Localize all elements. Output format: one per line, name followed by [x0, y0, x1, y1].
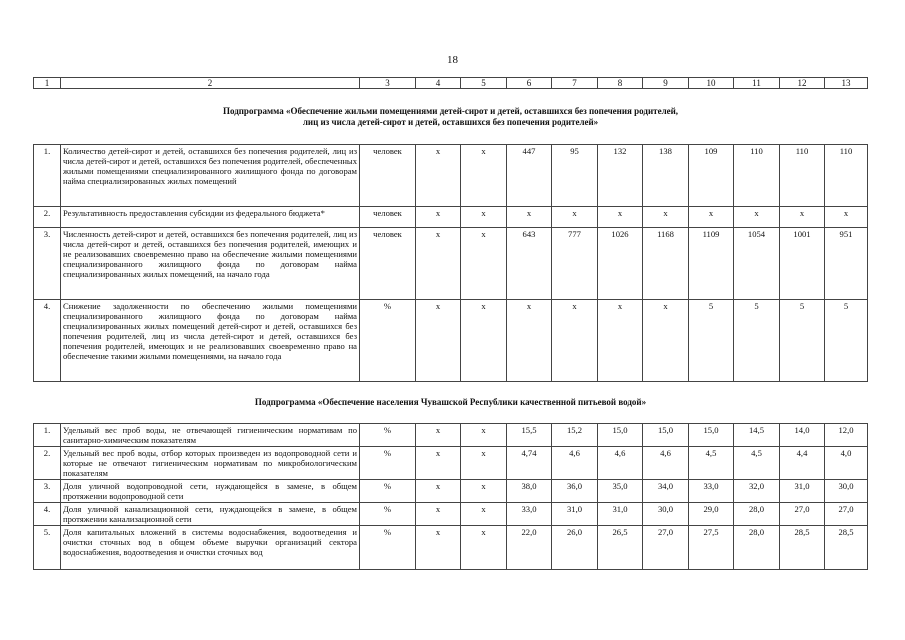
row-number: 1.: [34, 424, 61, 447]
table-row: [34, 207, 868, 228]
value-cell: 27,0: [780, 503, 825, 526]
section-title-line2: лиц из числа детей-сирот и детей, оставшихся без попечения родителей»: [302, 116, 599, 127]
value-cell: x: [734, 207, 780, 228]
value-cell: x: [461, 424, 507, 447]
row-number: 4.: [34, 503, 61, 526]
column-number: 10: [689, 78, 734, 89]
value-cell: 110: [780, 145, 825, 207]
value-cell: 15,5: [507, 424, 552, 447]
indicator-name: Удельный вес проб воды, не отвечающей гигиеническим нормативам по санитарно-химическим показателям: [61, 424, 360, 447]
value-cell: x: [416, 207, 461, 228]
value-cell: x: [461, 228, 507, 300]
value-cell: 4,5: [734, 447, 780, 480]
value-cell: 34,0: [643, 480, 689, 503]
indicator-name: Снижение задолженности по обеспечению жилыми помещениями специализированного жилищного фонда по договорам найма специализированных жилых помещений детей-сирот и детей, оставшихся без попечения родителей, лиц из числа детей-сирот и детей, оставшихся без попечения родителей, имеющих и не реализовавших своевременно право на обеспечение такими жилыми помещениями, на начало года: [61, 300, 360, 382]
value-cell: 38,0: [507, 480, 552, 503]
column-number: 9: [643, 78, 689, 89]
row-number: 3.: [34, 228, 61, 300]
value-cell: x: [552, 300, 598, 382]
value-cell: x: [780, 207, 825, 228]
value-cell: 447: [507, 145, 552, 207]
table-row: [34, 424, 868, 447]
unit-cell: %: [360, 526, 416, 570]
value-cell: 1109: [689, 228, 734, 300]
table-row: [34, 300, 868, 382]
value-cell: x: [416, 424, 461, 447]
indicator-name: Результативность предоставления субсидии из федерального бюджета*: [61, 207, 360, 228]
value-cell: 95: [552, 145, 598, 207]
section-title: Подпрограмма «Обеспечение населения Чувашской Республики качественной питьевой водой»: [254, 397, 647, 407]
value-cell: 33,0: [689, 480, 734, 503]
unit-cell: %: [360, 480, 416, 503]
row-number: 2.: [34, 207, 61, 228]
value-cell: 27,0: [825, 503, 868, 526]
row-number: 4.: [34, 300, 61, 382]
unit-cell: человек: [360, 145, 416, 207]
value-cell: 4,6: [552, 447, 598, 480]
table-row: [34, 526, 868, 570]
value-cell: x: [507, 300, 552, 382]
value-cell: 31,0: [598, 503, 643, 526]
value-cell: x: [689, 207, 734, 228]
value-cell: x: [416, 228, 461, 300]
value-cell: x: [507, 207, 552, 228]
column-number: 3: [360, 78, 416, 89]
value-cell: x: [461, 526, 507, 570]
row-number: 5.: [34, 526, 61, 570]
unit-cell: %: [360, 300, 416, 382]
value-cell: 132: [598, 145, 643, 207]
value-cell: 4,0: [825, 447, 868, 480]
section-title: Подпрограмма «Обеспечение жильми помещениями детей-сирот и детей, оставшихся без попечения родителей,: [222, 105, 679, 116]
value-cell: 1001: [780, 228, 825, 300]
value-cell: 643: [507, 228, 552, 300]
value-cell: 31,0: [780, 480, 825, 503]
value-cell: 5: [689, 300, 734, 382]
value-cell: 1168: [643, 228, 689, 300]
unit-cell: человек: [360, 228, 416, 300]
value-cell: 32,0: [734, 480, 780, 503]
row-number: 1.: [34, 145, 61, 207]
value-cell: 5: [734, 300, 780, 382]
column-number: 13: [825, 78, 868, 89]
value-cell: x: [416, 447, 461, 480]
page-number: 18: [447, 54, 458, 66]
column-number: 12: [780, 78, 825, 89]
value-cell: 22,0: [507, 526, 552, 570]
value-cell: x: [643, 207, 689, 228]
value-cell: 951: [825, 228, 868, 300]
value-cell: x: [416, 480, 461, 503]
value-cell: 4,4: [780, 447, 825, 480]
row-number: 2.: [34, 447, 61, 480]
value-cell: x: [552, 207, 598, 228]
section-header-row: [34, 89, 868, 145]
value-cell: x: [461, 447, 507, 480]
value-cell: x: [461, 207, 507, 228]
indicator-name: Доля капитальных вложений в системы водоснабжения, водоотведения и очистки сточных вод в общем объеме выручки организаций сектора водоснабжения, водоотведения и очистки сточных вод: [61, 526, 360, 570]
table-row: [34, 228, 868, 300]
value-cell: 1026: [598, 228, 643, 300]
value-cell: 26,5: [598, 526, 643, 570]
value-cell: 28,5: [780, 526, 825, 570]
column-number: 7: [552, 78, 598, 89]
column-number: 8: [598, 78, 643, 89]
indicator-name: Количество детей-сирот и детей, оставшихся без попечения родителей, лиц из числа детей-сирот и детей, оставшихся без попечения родителей, обеспеченных жилыми помещениями специализированного жилищного фонда по договорам найма специализированных жилых помещений: [61, 145, 360, 207]
value-cell: 28,0: [734, 526, 780, 570]
value-cell: 110: [734, 145, 780, 207]
value-cell: 4,6: [598, 447, 643, 480]
value-cell: x: [461, 503, 507, 526]
value-cell: 14,5: [734, 424, 780, 447]
value-cell: 109: [689, 145, 734, 207]
value-cell: 27,5: [689, 526, 734, 570]
value-cell: 4,5: [689, 447, 734, 480]
unit-cell: человек: [360, 207, 416, 228]
table-row: [34, 145, 868, 207]
value-cell: x: [643, 300, 689, 382]
row-number: 3.: [34, 480, 61, 503]
indicator-name: Численность детей-сирот и детей, оставшихся без попечения родителей, лиц из числа детей-сирот и детей, оставшихся без попечения родителей, имеющих и не реализовавших своевременно право на обеспечение жилыми помещениями специализированного жилищного фонда по договорам найма специализированных жилых помещений, на начало года: [61, 228, 360, 300]
value-cell: 31,0: [552, 503, 598, 526]
value-cell: 110: [825, 145, 868, 207]
value-cell: 1054: [734, 228, 780, 300]
value-cell: x: [461, 145, 507, 207]
value-cell: x: [416, 145, 461, 207]
indicators-table: [33, 77, 868, 570]
column-number: 5: [461, 78, 507, 89]
column-number: 4: [416, 78, 461, 89]
value-cell: 15,0: [643, 424, 689, 447]
column-number: 1: [34, 78, 61, 89]
value-cell: 28,0: [734, 503, 780, 526]
indicator-name: Доля уличной водопроводной сети, нуждающейся в замене, в общем протяжении водопроводной сети: [61, 480, 360, 503]
value-cell: x: [825, 207, 868, 228]
value-cell: x: [416, 300, 461, 382]
column-number-row: [34, 78, 868, 89]
value-cell: 5: [825, 300, 868, 382]
unit-cell: %: [360, 503, 416, 526]
table-row: [34, 447, 868, 480]
value-cell: 4,74: [507, 447, 552, 480]
value-cell: x: [598, 300, 643, 382]
value-cell: 27,0: [643, 526, 689, 570]
value-cell: 138: [643, 145, 689, 207]
value-cell: 12,0: [825, 424, 868, 447]
value-cell: 35,0: [598, 480, 643, 503]
value-cell: x: [461, 480, 507, 503]
unit-cell: %: [360, 447, 416, 480]
value-cell: 33,0: [507, 503, 552, 526]
value-cell: 15,0: [689, 424, 734, 447]
column-number: 2: [61, 78, 360, 89]
value-cell: 29,0: [689, 503, 734, 526]
value-cell: 5: [780, 300, 825, 382]
section-header-row: [34, 382, 868, 424]
value-cell: x: [598, 207, 643, 228]
value-cell: 36,0: [552, 480, 598, 503]
value-cell: 15,0: [598, 424, 643, 447]
value-cell: 30,0: [643, 503, 689, 526]
value-cell: x: [416, 526, 461, 570]
value-cell: x: [416, 503, 461, 526]
value-cell: 30,0: [825, 480, 868, 503]
value-cell: 28,5: [825, 526, 868, 570]
value-cell: 26,0: [552, 526, 598, 570]
column-number: 6: [507, 78, 552, 89]
column-number: 11: [734, 78, 780, 89]
indicator-name: Доля уличной канализационной сети, нуждающейся в замене, в общем протяжении канализационной сети: [61, 503, 360, 526]
value-cell: 777: [552, 228, 598, 300]
value-cell: 14,0: [780, 424, 825, 447]
value-cell: 4,6: [643, 447, 689, 480]
value-cell: 15,2: [552, 424, 598, 447]
table-row: [34, 480, 868, 503]
table-row: [34, 503, 868, 526]
unit-cell: %: [360, 424, 416, 447]
indicator-name: Удельный вес проб воды, отбор которых произведен из водопроводной сети и которые не отвечают гигиеническим нормативам по микробиологическим показателям: [61, 447, 360, 480]
value-cell: x: [461, 300, 507, 382]
